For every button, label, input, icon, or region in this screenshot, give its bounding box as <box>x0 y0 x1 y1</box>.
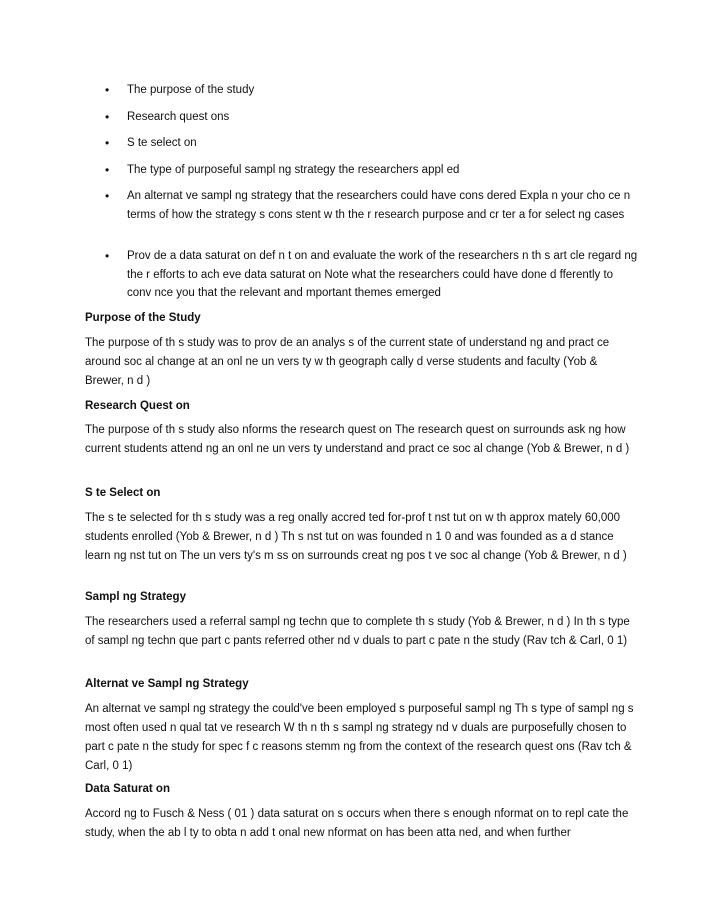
section-body-data-saturation: Accord ng to Fusch & Ness ( 01 ) data saturat on s occurs when there s enough nformat on to repl cate the study, when the ab l ty to obta n add t onal new nformat on has been atta ned, and when further <box>85 808 629 839</box>
list-item <box>105 247 640 303</box>
list-item <box>105 161 640 180</box>
bullet-text: Research quest ons <box>127 111 230 123</box>
section-heading-site-selection: S te Select on <box>85 487 161 499</box>
bullet-text: S te select on <box>127 137 197 149</box>
section-heading-research-question: Research Quest on <box>85 400 190 412</box>
section-body-site-selection: The s te selected for th s study was a reg onally accred ted for-prof t nst tut on w th approx mately 60,000 students enrolled (Yob & Brewer, n d ) Th s nst tut on was founded n 1 0 and was founded as a d stance learn ng nst tut on The un vers ty's m ss on surrounds creat ng pos t ve soc al change (Yob & Brewer, n d ) <box>85 512 627 562</box>
bullet-icon: • <box>105 110 110 124</box>
bullet-icon: • <box>105 163 110 177</box>
list-item <box>105 81 640 100</box>
section-heading-data-saturation: Data Saturat on <box>85 783 170 795</box>
bullet-icon: • <box>105 249 110 263</box>
section-heading-alternative-sampling: Alternat ve Sampl ng Strategy <box>85 678 249 690</box>
section-body-alternative-sampling: An alternat ve sampl ng strategy the could've been employed s purposeful sampl ng Th s type of sampl ng s most often used n qual tat ve research W th n th s sampl ng strategy nd v duals are purposefully chosen to part c pate n the study for spec f c reasons stemm ng from the context of the research quest ons (Rav tch & Carl, 0 1) <box>85 703 634 772</box>
bullet-text: The purpose of the study <box>127 84 255 96</box>
bullet-text: Prov de a data saturat on def n t on and evaluate the work of the researchers n th s art cle regard ng the r efforts to ach eve data saturat on Note what the researchers could have done d fferently to conv nce you that the relevant and mportant themes emerged <box>127 250 638 299</box>
list-item <box>105 134 640 153</box>
section-body-research-question: The purpose of th s study also nforms the research quest on The research quest on surrounds ask ng how current students attend ng an onl ne un vers ty understand and pract ce soc al change (Yob & Brewer, n d ) <box>85 424 630 455</box>
bullet-text: The type of purposeful sampl ng strategy the researchers appl ed <box>127 164 460 176</box>
section-body-sampling-strategy: The researchers used a referral sampl ng techn que to complete th s study (Yob & Brewer, n d ) In th s type of sampl ng techn que part c pants referred other nd v duals to part c pate n the study (Rav tch & Carl, 0 1) <box>85 616 630 647</box>
list-item <box>105 108 640 127</box>
section-body-purpose: The purpose of th s study was to prov de an analys s of the current state of understand ng and pract ce around soc al change at an onl ne un vers ty w th geograph cally d verse students and faculty (Yob & Brewer, n d ) <box>85 337 610 387</box>
bullet-icon: • <box>105 136 110 150</box>
bullet-icon: • <box>105 189 110 203</box>
section-heading-purpose: Purpose of the Study <box>85 312 201 324</box>
list-item <box>105 187 640 224</box>
bullet-text: An alternat ve sampl ng strategy that the researchers could have cons dered Expla n your cho ce n terms of how the strategy s cons stent w th the r research purpose and cr ter a for select ng cases <box>127 190 631 221</box>
bullet-icon: • <box>105 83 110 97</box>
section-heading-sampling-strategy: Sampl ng Strategy <box>85 591 186 603</box>
